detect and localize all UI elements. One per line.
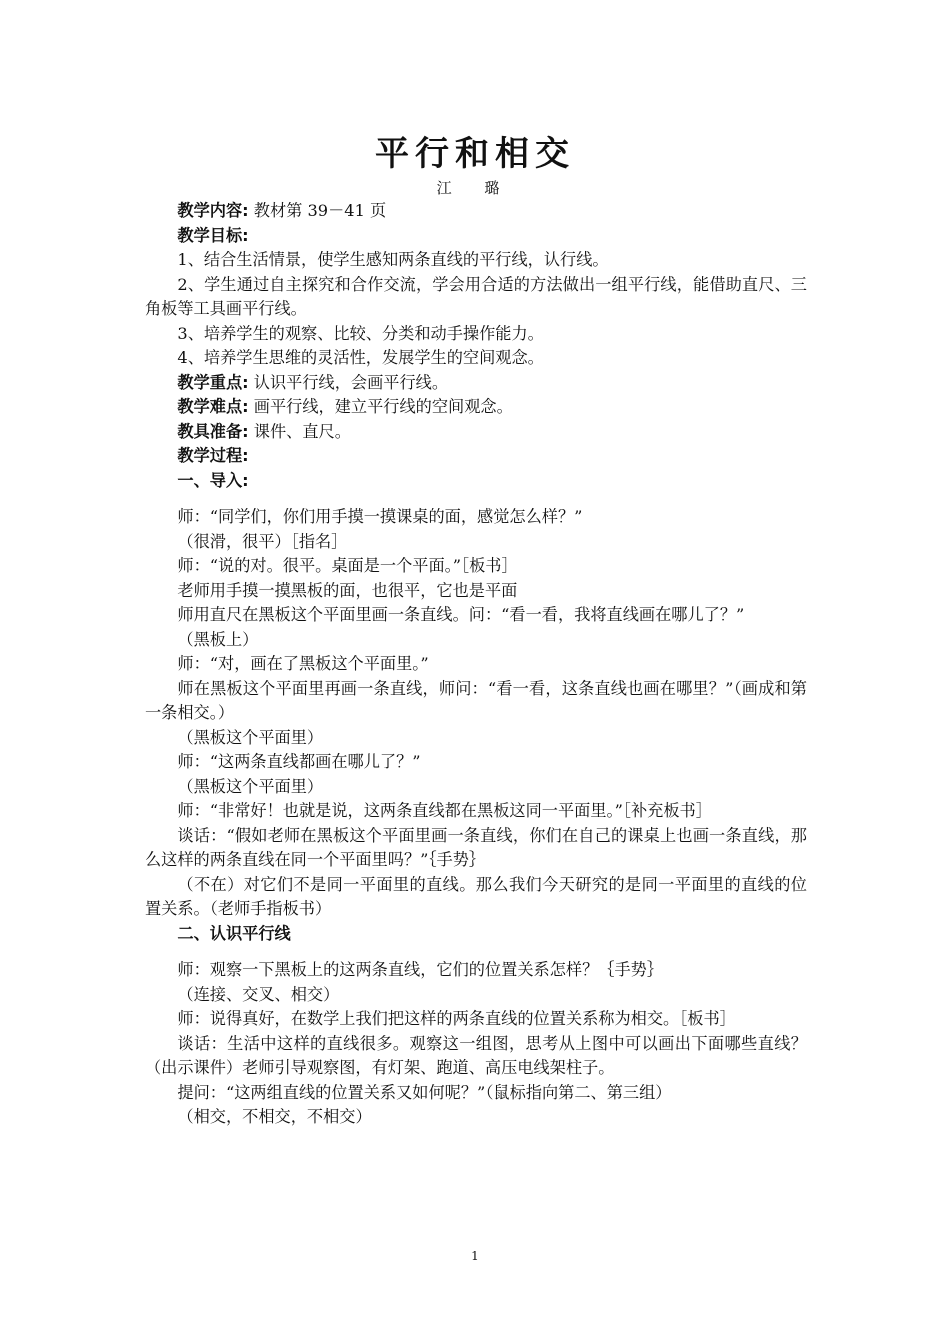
teaching-content bbox=[145, 199, 807, 224]
page-number: 1 bbox=[471, 1249, 479, 1263]
dialogue-line: 师：“说的对。很平。桌面是一个平面。”［板书］ bbox=[177, 556, 518, 575]
dialogue-line: 师：说得真好，在数学上我们把这样的两条直线的位置关系称为相交。［板书］ bbox=[177, 1009, 736, 1028]
key-point-label: 教学重点: bbox=[177, 372, 249, 392]
dialogue-line: （连接、交叉、相交） bbox=[177, 984, 340, 1004]
difficulty-value: 画平行线，建立平行线的空间观念。 bbox=[248, 397, 513, 416]
teaching-key-point bbox=[145, 371, 807, 396]
dialogue-line: 师：“同学们，你们用手摸一摸课桌的面，感觉怎么样？” bbox=[177, 507, 583, 526]
dialogue-line: （不在）对它们不是同一平面里的直线。那么我们今天研究的是同一平面里的直线的位置关系。（老师手指板书） bbox=[145, 874, 807, 918]
goal-item: 3、培养学生的观察、比较、分类和动手操作能力。 bbox=[177, 323, 544, 343]
dialogue-line: 老师用手摸一摸黑板的面，也很平，它也是平面 bbox=[177, 580, 518, 600]
dialogue-line: 提问：“这两组直线的位置关系又如何呢？”（鼠标指向第二、第三组） bbox=[177, 1082, 672, 1102]
dialogue-line: （很滑，很平）［指名］ bbox=[177, 531, 348, 551]
document-body bbox=[145, 199, 807, 1130]
teaching-content-label: 教学内容: bbox=[177, 201, 249, 220]
dialogue-line: 师：“这两条直线都画在哪儿了？” bbox=[177, 752, 421, 771]
key-point-value: 认识平行线，会画平行线。 bbox=[248, 372, 449, 392]
author-name: 江 璐 bbox=[436, 179, 514, 197]
dialogue-line: 师在黑板这个平面里再画一条直线，师问：“看一看，这条直线也画在哪里？”（画成和第一条相交。） bbox=[145, 678, 807, 722]
dialogue-line: （黑板这个平面里） bbox=[177, 776, 324, 796]
teaching-difficulty bbox=[145, 395, 807, 420]
teaching-tools bbox=[145, 420, 807, 445]
dialogue-line: （相交，不相交，不相交） bbox=[177, 1107, 372, 1126]
section-heading: 二、认识平行线 bbox=[177, 923, 291, 943]
goal-item: 4、培养学生思维的灵活性，发展学生的空间观念。 bbox=[177, 348, 544, 367]
dialogue-line: （黑板上） bbox=[177, 629, 259, 649]
dialogue-line: 师用直尺在黑板这个平面里画一条直线。问：“看一看，我将直线画在哪儿了？” bbox=[177, 605, 745, 624]
dialogue-line: 谈话：生活中这样的直线很多。观察这一组图，思考从上图中可以画出下面哪些直线？（出示课件）老师引导观察图，有灯架、跑道、高压电线架柱子。 bbox=[145, 1033, 807, 1077]
difficulty-label: 教学难点: bbox=[177, 397, 249, 416]
dialogue-line: 师：“对，画在了黑板这个平面里。” bbox=[177, 654, 429, 673]
dialogue-line: 谈话：“假如老师在黑板这个平面里画一条直线，你们在自己的课桌上也画一条直线，那么这样的两条直线在同一个平面里吗？”｛手势｝ bbox=[145, 825, 807, 869]
dialogue-line: （黑板这个平面里） bbox=[177, 727, 324, 747]
document-title: 平行和相交 bbox=[375, 134, 575, 174]
dialogue-line: 师：“非常好！也就是说，这两条直线都在黑板这同一平面里。”［补充板书］ bbox=[177, 801, 712, 820]
teaching-process-label: 教学过程: bbox=[177, 446, 249, 465]
teaching-content-value: 教材第 39－41 页 bbox=[248, 201, 387, 220]
tools-label: 教具准备: bbox=[177, 421, 249, 441]
teaching-goals-label: 教学目标: bbox=[177, 225, 249, 245]
tools-value: 课件、直尺。 bbox=[248, 421, 351, 441]
goal-item: 1、结合生活情景，使学生感知两条直线的平行线，认行线。 bbox=[177, 250, 609, 269]
goal-item: 2、学生通过自主探究和合作交流，学会用合适的方法做出一组平行线，能借助直尺、三角板等工具画平行线。 bbox=[145, 274, 807, 318]
dialogue-line: 师：观察一下黑板上的这两条直线，它们的位置关系怎样？｛手势｝ bbox=[177, 960, 664, 979]
section-heading: 一、导入: bbox=[177, 470, 249, 490]
